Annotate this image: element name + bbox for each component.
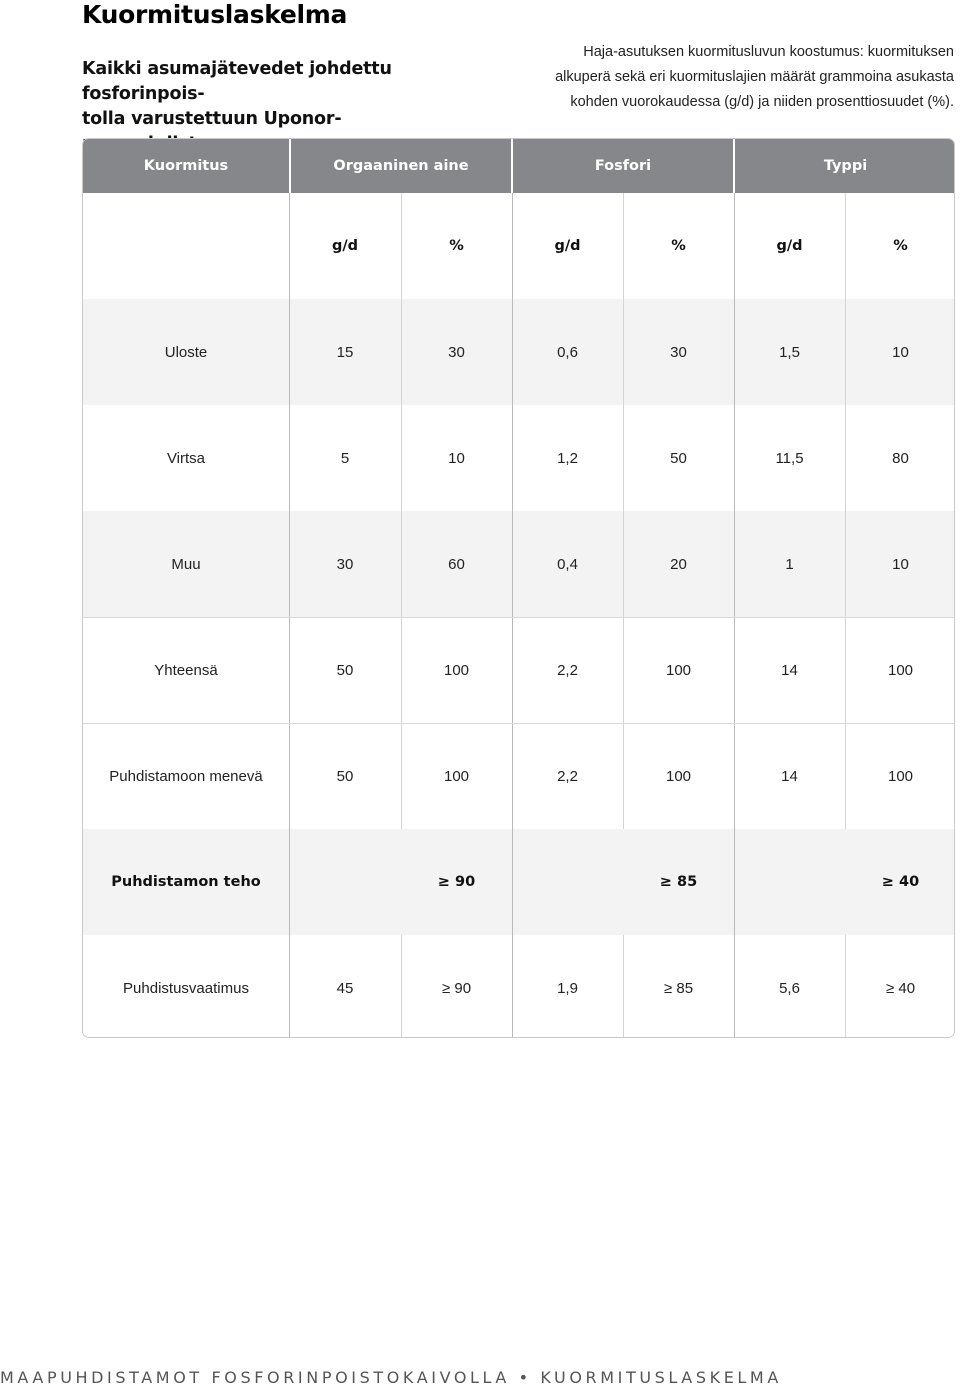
row-label: Puhdistusvaatimus xyxy=(123,979,249,997)
unit-cell: g/d xyxy=(554,238,581,254)
subtitle-line-1: Kaikki asumajätevedet johdettu fosforinpois- xyxy=(82,59,392,104)
unit-cell: g/d xyxy=(776,238,803,254)
row-label: Puhdistamoon menevä xyxy=(109,767,263,785)
table-cell: 2,2 xyxy=(557,661,578,679)
intro-line-3: kohden vuorokaudessa (g/d) ja niiden prosenttiosuudet (%). xyxy=(570,94,954,110)
page-footer: MAAPUHDISTAMOT FOSFORINPOISTOKAIVOLLA • KUORMITUSLASKELMA xyxy=(0,1368,782,1387)
intro-line-1: Haja-asutuksen kuormitusluvun koostumus: kuormituksen xyxy=(583,44,954,60)
table-cell: 20 xyxy=(670,555,687,573)
intro-line-2: alkuperä sekä eri kuormituslajien määrät grammoina asukasta xyxy=(555,69,954,85)
unit-cell: % xyxy=(671,238,686,254)
row-label: Yhteensä xyxy=(154,661,218,679)
header-typpi: Typpi xyxy=(823,158,868,174)
grid-line xyxy=(401,193,402,829)
table-cell: ≥ 90 xyxy=(437,874,476,890)
table-cell: 80 xyxy=(892,449,909,467)
header-fosfori: Fosfori xyxy=(594,158,652,174)
table-row xyxy=(83,723,954,829)
table-cell: ≥ 90 xyxy=(441,979,472,997)
unit-cell: % xyxy=(449,238,464,254)
table-cell: ≥ 85 xyxy=(659,874,698,890)
table-cell: 50 xyxy=(336,661,354,679)
table-cell: 0,4 xyxy=(557,555,578,573)
table-cell: ≥ 40 xyxy=(885,979,916,997)
subtitle-line-2: tolla varustettuun Uponor- xyxy=(82,109,342,129)
grid-line xyxy=(401,935,402,1038)
grid-line xyxy=(289,193,290,1038)
table-cell: 1 xyxy=(785,555,794,573)
table-cell: 45 xyxy=(336,979,354,997)
unit-cell: g/d xyxy=(331,238,359,254)
table-cell: 2,2 xyxy=(557,767,578,785)
table-cell: 60 xyxy=(448,555,465,573)
table-cell: 14 xyxy=(781,661,798,679)
row-label: Uloste xyxy=(164,343,208,361)
intro-text xyxy=(554,40,954,115)
grid-line xyxy=(512,193,513,1038)
grid-line xyxy=(845,193,846,829)
table-cell: 5,6 xyxy=(779,979,800,997)
row-label: Puhdistamon teho xyxy=(111,874,261,890)
table-cell: ≥ 40 xyxy=(881,874,920,890)
table-row xyxy=(83,299,954,405)
table-cell: 10 xyxy=(892,555,909,573)
table-cell: 10 xyxy=(892,343,909,361)
table-cell: 50 xyxy=(670,449,687,467)
table-cell: 11,5 xyxy=(775,449,804,467)
grid-line xyxy=(734,193,735,1038)
grid-line xyxy=(623,935,624,1038)
units-row xyxy=(83,193,954,299)
table-cell: 50 xyxy=(336,767,354,785)
grid-line xyxy=(83,723,954,724)
table-cell: 14 xyxy=(781,767,798,785)
table-row xyxy=(83,617,954,723)
row-label: Virtsa xyxy=(166,449,206,467)
table-row xyxy=(83,935,954,1038)
header-orgaaninen-aine: Orgaaninen aine xyxy=(333,158,469,174)
table-cell: 30 xyxy=(670,343,687,361)
table-cell: 1,9 xyxy=(557,979,578,997)
header-kuormitus: Kuormitus xyxy=(143,158,229,174)
table-cell: 100 xyxy=(887,661,914,679)
unit-cell: % xyxy=(893,238,908,254)
grid-line xyxy=(83,617,954,618)
table-cell: 100 xyxy=(665,661,692,679)
table-cell: 1,5 xyxy=(779,343,800,361)
table-cell: 5 xyxy=(340,449,350,467)
table-cell: ≥ 85 xyxy=(663,979,694,997)
grid-line xyxy=(845,935,846,1038)
table-cell: 100 xyxy=(443,661,470,679)
table-cell: 100 xyxy=(665,767,692,785)
page-title: Kuormituslaskelma xyxy=(82,0,348,29)
grid-line xyxy=(623,193,624,829)
table-row xyxy=(83,405,954,511)
load-table xyxy=(82,138,955,1038)
table-cell: 30 xyxy=(336,555,354,573)
table-row xyxy=(83,829,954,935)
table-cell: 15 xyxy=(336,343,354,361)
table-header xyxy=(83,139,954,193)
table-cell: 100 xyxy=(887,767,914,785)
table-row xyxy=(83,511,954,617)
table-cell: 100 xyxy=(443,767,470,785)
table-cell: 10 xyxy=(448,449,465,467)
row-label: Muu xyxy=(171,555,201,573)
table-cell: 0,6 xyxy=(557,343,578,361)
table-cell: 1,2 xyxy=(557,449,578,467)
table-cell: 30 xyxy=(448,343,465,361)
